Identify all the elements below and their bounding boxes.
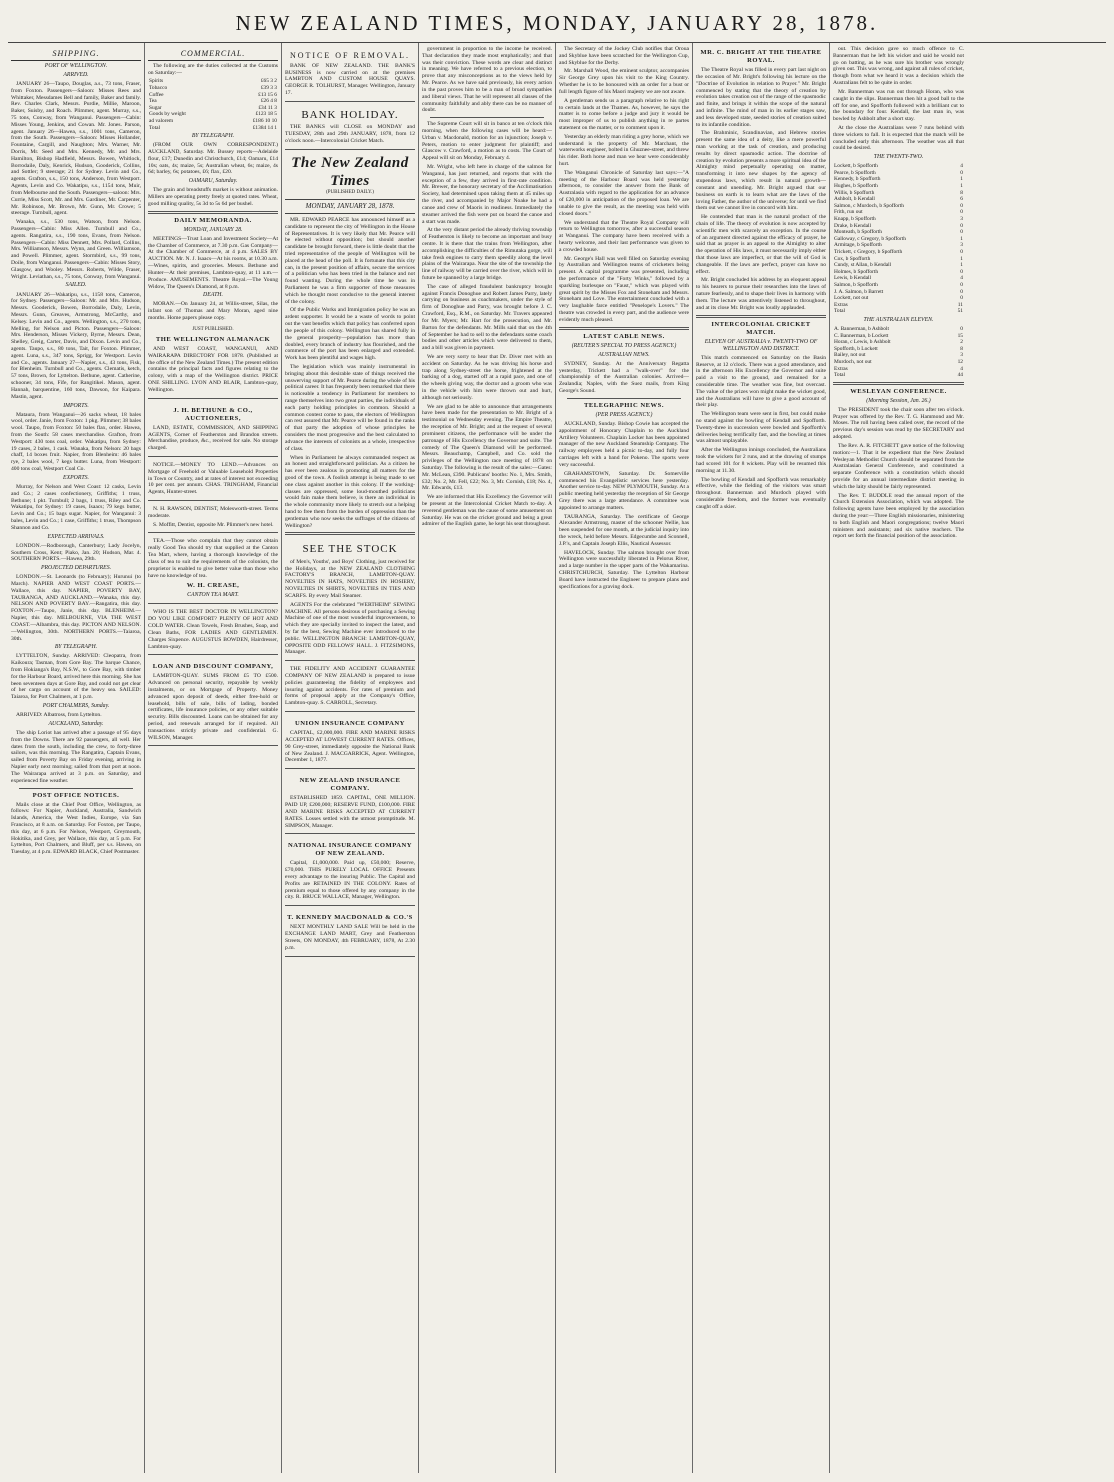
divider [19, 788, 133, 789]
telegraphic-heading: TELEGRAPHIC NEWS. [584, 401, 664, 409]
score-row-value: 3 [960, 242, 963, 249]
telegraphic-text-3: TAURANGA, Saturday. The certificate of George Alexander Armstrong, master of the schooner Nellie, has been suspended for one month, at the judicial inquiry into the wreck, held before Messrs. Edgecumbe and Sconnell, J.P.'s, and Captain Joseph Ellis, Nautical Assessor. [559, 513, 689, 547]
wesleyan-text-3: The Rev. T. BUDDLE read the annual report of the Church Extension Association, which was adopted. The following agents have been employed by the association during the year:—Three English missionaries, ministering to both English and Maori congregations; twelve Maori ministers and assistants; and six native teachers. The report set forth the financial position of the association. [833, 492, 964, 540]
almanack-advert [148, 324, 278, 399]
national-advert [285, 836, 415, 906]
aus-score-row [833, 333, 964, 340]
bath-text: WHO IS THE BEST DOCTOR IN WELLINGTON? DO YOU LIKE COMFORT? PLENTY OF HOT AND COLD WATER. Clean Towels, Fresh Brushes, Soap, and Clean Baths, FOR LADIES AND GENTLEMEN. Charges Sixpence. AUGUSTUS BOWDEN, Hairdresser, Lambton-quay. [148, 609, 278, 650]
score-row [833, 308, 964, 315]
almanack-title: THE WELLINGTON ALMANACK [155, 335, 271, 343]
news-text-1: The Secretary of the Jockey Club notifies that Oroua and Skyblue have been scratched for the Wellington Cup, and Skyblue for the Derby. [559, 46, 689, 66]
almanack-pre: JUST PUBLISHED. [192, 326, 234, 332]
duty-row [148, 118, 278, 125]
imports-heading: IMPORTS. [63, 402, 89, 409]
dentist-text-2: S. Moffitt, Dentist, opposite Mr. Plimmer's new hotel. [153, 521, 274, 528]
duty-row-label: Tobacco [149, 84, 168, 91]
score-row-value: 0 [960, 169, 963, 176]
aus-score-row-label: Spofforth, b Lockett [834, 345, 878, 352]
news-text-2: Mr. Marshall Wood, the eminent sculptor, accompanies Sir George Grey upon his visit to the King Country. Whether he is to be honoured with an order for a bust or full length figure of his Maori majesty we are not aware. [559, 68, 689, 95]
article-text-7: We are glad to be able to announce that arrangements have been made for the presentation to Mr. Bright of a testimonial on Wednesday evening. The Empire Theatre, the reception of Mr. Bright; and at the request of several prominent citizens, the performance will be under the patronage of His Excellency the Governor and suite. The comedy of The Queen's Diamond will be performed. Messrs. Beauchamp, Campbell, and Co. sold the privileges of the Wellington race meeting of 1878 on Saturday. The following is the result of the sales:—Gates: Mr. McLean, £390. Publicans' booths: No. 1, Mrs. Smith, £32; No. 2, Mr. Fell, £22; No. 3, Mr. Cornish, £18; No. 4, Mr. Edwards, £13. [422, 403, 552, 492]
divider [833, 382, 964, 385]
loan-company-advert [148, 657, 278, 746]
port-heading: PORT OF WELLINGTON. [44, 62, 108, 69]
article-text-8: We are informed that His Excellency the Governor will be present at the Intercolonial Cricket Match to-day. A reverend gentleman was the cause of some amusement on Saturday. He was on the cricket ground and being a great admirer of the English game, he kept his seat throughout. [422, 494, 552, 528]
score-row-label: Frith, run out [834, 209, 863, 216]
expected-heading: EXPECTED ARRIVALS. [47, 533, 105, 540]
column-2 [145, 43, 282, 1473]
score-row-label: Willis, b Spofforth [834, 189, 875, 196]
aus-score-row [833, 326, 964, 333]
column-1 [8, 43, 145, 1473]
score-row-label: Drake, b Kendall [834, 222, 871, 229]
duty-row-label: Tea [149, 98, 157, 105]
score-row-value: 4 [960, 275, 963, 282]
score-row [833, 209, 964, 216]
score-row-value: 0 [960, 281, 963, 288]
expected-text: LONDON.—Rodborough, Canterbury; Lady Jocelyn, Southern Cross, Kent; Piako, Jan. 20; Hudson, Mar. 4. SOUTHERN PORTS.—Hawea, 29th. [11, 542, 141, 563]
score-row [833, 295, 964, 302]
commercial-telegraph-text: (FROM OUR OWN CORRESPONDENT.) AUCKLAND, Saturday. Mr. Bussey reports—Adelaide flour, £17; Dunedin and Christchurch, £14; Oamaru, £14 10s; oats, 4s; maize, 5s; Australian wheat, 6s; maize, 4s 6d; barley, 6s; potatoes, £6; flax, £20. [148, 142, 278, 176]
dentist-advert [148, 503, 278, 533]
removal-advert [285, 46, 415, 102]
loan-notice-text: NOTICE.—MONEY TO LEND.—Advances on Mortgage of Freehold or Valuable Leasehold Properties in Town or Country, and at rates of interest not exceeding 10 per cent. per annum. CHAS. TRINGHAM, Financial Agents, Hunter-street. [148, 461, 278, 496]
news-text-4: Yesterday an elderly man riding a grey horse, which we understand is the property of Mr. Marchant, the waterworks engineer, bolted in Ghuznee-street, and threw his rider. Both horse and man we hear were considerably hurt. [559, 133, 689, 167]
score-row [833, 289, 964, 296]
aus-score-row [833, 366, 964, 373]
score-row-value: 11 [957, 301, 963, 308]
tea-advert [148, 535, 278, 604]
stock-advert [285, 538, 415, 661]
score-row [833, 242, 964, 249]
score-row-label: Hughes, b Spofforth [834, 183, 878, 190]
telegraphic-text-4: HAVELOCK, Sunday. The salmon brought over from Wellington were successfully liberated in Pelorus River, and a large number in the upper parts of the Wakamarina. CHRISTCHURCH, Saturday. The Lyttelton Harbour Board have instructed the Engineer to prepare plans and specifications for a graving dock. [559, 549, 689, 590]
score-row-label: Armitage, b Spofforth [834, 242, 882, 249]
column-5 [556, 43, 693, 1473]
cable-subheading: (REUTER'S SPECIAL TO PRESS AGENCY.) [571, 342, 677, 349]
duty-row [148, 111, 278, 118]
memoranda-heading: DAILY MEMORANDA. [174, 216, 252, 224]
almanack-text: AND WEST COAST, WANGANUI, AND WAIRARAPA DIRECTORY FOR 1878. (Published at the office of the New Zealand Times.) The present edition contains the principal facts and figures relating to the colony, with a map of the Wellington district. PRICE ONE SHILLING. LYON AND BLAIR, Lambton-quay, Wellington. [148, 345, 278, 393]
score-row-label: J. A. Salmon, b Barrett [834, 288, 884, 295]
match-text-2: The Wellington team were sent in first, but could make no stand against the bowling of Kendall and Spofforth. Twenty-three in succession were bowled and Spofforth's deliveries being terrifically fast, and the bowling at times was almost unplayable. [696, 411, 826, 445]
divider [430, 117, 544, 118]
score-row-label: Monteath, b Spofforth [834, 229, 882, 236]
score-row-value: 1 [960, 262, 963, 269]
dentist-text-1: N. H. RAWSON, DENTIST, Molesworth-street. Terms moderate. [148, 506, 278, 519]
masthead: NEW ZEALAND TIMES, MONDAY, JANUARY 28, 1878. [8, 4, 1106, 43]
duty-row-label: ad valorem [149, 117, 174, 124]
aus-score-row-value: 44 [957, 372, 963, 379]
duty-row-value: £186 10 10 [252, 117, 277, 124]
article-text-2: The Supreme Court will sit in banco at ten o'clock this morning, when the following cases will be heard:—Urban v. Macdonald, motion for an injunction; Joseph v. Peters, motion to enter judgment for plaintiff; and Glascow v. Crawford, a motion as to costs. The Court of Appeal will sit on Monday, February 4. [422, 121, 552, 162]
shipping-heading: SHIPPING. [11, 49, 141, 61]
score-row [833, 163, 964, 170]
news-text-7: Mr. George's Hall was well filled on Saturday evening by Australian and Wellington teams of cricketers being present. A capital programme was presented, including the performance of the "Forty Winks," followed by a sparkling burlesque on "Faust," which was played with great spirit by the Misses Fox and Stoneham and Messrs. Stoneham and Love. The entertainment concluded with a very laughable farce entitled "Penelope's Lovers." The theatre was crowded in every part, and the audience were evidently much pleased. [559, 255, 689, 323]
bright-text-4: Mr. Bright concluded his address by an eloquent appeal to his hearers to pursue their researches into the laws of nature fearlessly, and to shape their lives in harmony with them. The lecture was attentively listened to throughout, and at its close Mr. Bright was loudly applauded. [696, 277, 826, 311]
arrived-heading: ARRIVED. [63, 71, 89, 78]
divider [148, 211, 278, 214]
score-row-label: Salmon, b Spofforth [834, 281, 878, 288]
score-row-value: 0 [960, 202, 963, 209]
commercial-intro: The following are the duties collected at the Customs on Saturday:— [148, 62, 278, 76]
twenty-two-heading: THE TWENTY-TWO. [873, 154, 924, 161]
match-text-1: This match commenced on Saturday on the Basin Reserve, at 12 o'clock. There was a good attendance, and in the afternoon His Excellency the Governor and suite paid a visit to the ground, and remained for a considerable time. The weather was fine, but overcast. The value of the prizes won might make the wicket good, and the Australians will have to give a good account of their play. [696, 354, 826, 409]
union-advert [285, 714, 415, 769]
score-row [833, 269, 964, 276]
match-heading: INTERCOLONIAL CRICKET MATCH. [711, 320, 811, 336]
duty-row-value: £39 3 3 [260, 84, 277, 91]
duty-row-value: £123 18 5 [255, 111, 277, 118]
score-row-value: 6 [960, 196, 963, 203]
projected-text: LONDON.—St. Leonards (to February); Hurunui (to March). NAPIER AND WEST COAST PORTS.—Wallace, this day. NAPIER, POVERTY BAY, TAURANGA, AND AUCKLAND.—Wanaka, this day. NELSON AND POVERTY BAY.—Rangatira, this day. FOXTON.—Taupo, Janie, this day. BLENHEIM.—Napier, this day. MELBOURNE, VIA THE WEST COAST.—Albambra, this day. PICTON AND NELSON.—Wellington, 30th. NORTHERN PORTS.—Taiaroa, 30th. [11, 574, 141, 642]
stock-text: of Men's, Youths', and Boys' Clothing, just received for the Holidays, at the NEW ZEALAND CLOTHING FACTORY'S BRANCH, LAMBTON-QUAY. NOVELTIES IN HATS, NOVELTIES IN HOSIERY, NOVELTIES IN SHIRTS, NOVELTIES IN TIES AND SCARFS. By every Mail Steamer. [285, 558, 415, 599]
aus-score-row-value: 0 [960, 325, 963, 332]
aus-score-row-label: Bailey, not out [834, 352, 866, 359]
score-row [833, 190, 964, 197]
article-text-5: The case of alleged fraudulent bankruptcy brought against Francis Donoghue and Robert James Parry, lately carrying on business as coachmakers, under the style of firm of Donoghue and Parry, was brought before J. C. Crawford, Esq., R.M., on Saturday. Mr. Travers appeared for Mr. Myers; Mr. Hart for the prosecution, and Mr. Barton for the defendants. Mr. Mills said that on the 4th of September he had to sell to the defendants some coach bodies and other articles which were delivered to them, and a bill was given in payment. [422, 283, 552, 352]
duty-row-label: Goods by weight [149, 111, 186, 118]
kennedy-advert [285, 908, 415, 956]
auckland-text: The ship Loriot has arrived after a passage of 95 days from the Downs. There are 92 passengers, all well. Her dates from the south, including the crew, to forty-three sailors, was this morning. The Rangatira, Captain Evans, sailed from Poverty Bay on Friday evening, arriving in Napier early next morning; sailed from that port at noon. The Wairarapa arrived at 3 p.m. on Saturday, and experienced fine weather. [11, 730, 141, 784]
column-3 [282, 43, 419, 1473]
union-text: CAPITAL, £2,000,000. FIRE AND MARINE RISKS ACCEPTED AT LOWEST CURRENT RATES. Offices, 90 Grey-street, immediately opposite the National Bank of New Zealand. J. MACGARRICK, Agent. Wellington, December 1, 1877. [285, 730, 415, 764]
duty-row-value: £34 11 3 [258, 104, 277, 111]
score-row [833, 196, 964, 203]
score-row-value: 0 [960, 222, 963, 229]
score-row-value: 0 [960, 288, 963, 295]
arrived-text-2: Wanaka, s.s., 530 tons, Watson, from Nelson. Passengers—Cabin: Miss Allen. Turnbull and Co., agents. Rangatira, s.s., 190 tons, Evans, from Nelson. Passengers—Cabin: Miss Dennett, Mrs. Pollard, Collins, Mrs. Williamson, Messrs. Wynn, and Green. Williamson, and Powell. Plimmer, agent. Stormbird, s.s., 99 tons, Doile, from Wanganui. Passengers—Cabin: Misses Story, Glasgow, and Wooley. Messrs. Roberts, Wilde, Fraser, Wright. Leviathan, s.s., 75 tons, Conway, from Wanganui. [11, 219, 141, 280]
exports-heading: EXPORTS. [63, 474, 89, 481]
stock-title: SEE THE STOCK [302, 543, 398, 556]
score-row [833, 203, 964, 210]
score-row-value: 0 [960, 248, 963, 255]
score-row-label: Lewis, b Kendall [834, 275, 871, 282]
score-row-label: Holmes, b Spofforth [834, 268, 879, 275]
score-row-label: Galloway, c Gregory, b Spofforth [834, 235, 906, 242]
aus-score-row-label: Murdoch, not out [834, 358, 872, 365]
twenty-two-scores [833, 163, 964, 315]
article-text-1: government in proportion to the income he received. That declaration they made most emphatically; and that was their conviction. These words are clear and distinct in meaning. We have referred to a previous election, to prove that any misconceptions as to the views held by Mr. Pearce. As we have said previously, his every action in the past proves him to be a man of broad sympathies and liberal views. That he will represent all classes of the community faithfully and ably there can be no manner of doubt. [422, 46, 552, 114]
score-row-label: Trickett, c Gregory, b Spofforth [834, 248, 903, 255]
nz-insurance-text: ESTABLISHED 1859. CAPITAL, ONE MILLION. PAID UP, £200,000; RESERVE FUND, £100,000. FIRE AND MARINE RISKS ACCEPTED AT CURRENT RATES. Losses settled with the utmost promptitude. M. SIMPSON, Manager. [285, 795, 415, 829]
aus-score-row [833, 352, 964, 359]
aus-score-row [833, 359, 964, 366]
divider [285, 532, 415, 535]
aus-score-row-value: 8 [960, 345, 963, 352]
arrived-text: JANUARY 26—Taupo, Douglas, a.s., 73 tons, Fraser, from Foxton. Passengers—Saloon: Misses Rees and Whittaker, Messdames Bell and family, Baker and family. Rev. Charles Clark, Messrs. Purdie, Millie, Maroon, Baker, Suisby, and Roach. Plimmer, agent. Murray, s.s., 75 tons, Conway, from Wanganui. Passengers—Cabin: Misses Young, Jenkins, and Cowan. Mr. Jones. Parson, agent. January 26—Hawea, s.s., 1001 tons, Cameron, from the South. Passengers—Saloon: Misses Hollander, Fountaine, Cargill, and Naughton; Mrs. Warner, Mr. Dorris, Mr. Seed and Mrs. Kennedy, Mr. and Mrs. Hamilton, Bishop Hadfield, Messrs. Bowen, Whitlock, Borrodaile, Daly, Kenrick, Hudson, Gooderick, Collins, and Sottler; 9 steerage; 21 for Sydney. Levin and Co., agents. Grafton, s.s., 150 tons, Anderson, from Westport. Agents, Levin and Co. Wakatipu, s.s., 1154 tons, Muir, from Melbourne and the South. Passengers—saloon: Mrs. Currie, Miss Scott, Mr. and Mrs. Gardiner, Mr. Carpenter, Mr. Robinson, Mr. Brown, Mr. Gunn, Mr. Crowe; 5 steerage. Turnbull, agent. [11, 80, 141, 217]
crease-title: W. H. CREASE, [186, 582, 240, 590]
column-6 [693, 43, 830, 1473]
score-row-label: Ashbolt, b Kendall [834, 196, 875, 203]
australian-eleven-scores [833, 326, 964, 379]
paper-title-block [285, 154, 415, 197]
divider [696, 315, 826, 318]
tea-text: TEA.—Those who complain that they cannot obtain really Good Tea should try that supplied at the Canton Tea Mart, where, having a thorough knowledge of the class of tea to suit the requirements of the colonists, the proprietor is enabled to give better value than those who have no knowledge of tea. [148, 538, 278, 579]
score-row-label: Kennedy, b Spofforth [834, 176, 881, 183]
aus-score-row-label: Total [834, 372, 845, 379]
aus-score-row [833, 372, 964, 379]
score-row [833, 249, 964, 256]
column-7 [830, 43, 967, 1473]
port-chalmers-heading: PORT CHALMERS, Sunday. [42, 703, 110, 710]
bright-text-2: The Brahminic, Scandinavian, and Hebrew stories present the same idea of a deity, like a mere powerful man working at the task of creation, and producing results by direct spasmodic action. The doctrine of creation by evolution presents a more spiritual idea of the Almighty mind perpetually operating on matter, transforming it into new shapes by the agency of stupendous laws, which result in natural growth—constant and unending. Mr. Bright argued that our business on earth is to learn what are the laws of the loving Father, the author of the universe; for until we find them out we cannot live in concord with him. [696, 130, 826, 212]
loan-company-title: LOAN AND DISCOUNT COMPANY, [152, 663, 274, 671]
score-row-label: Extras [834, 301, 848, 308]
telegraphic-text-2: GRAHAMSTOWN, Saturday. Dr. Somerville commenced his Evangelistic services here yesterday. Another service to-day. NEW PLYMOUTH, Sunday. At a public meeting held yesterday the reception of Sir George Grey there was a large attendance. A committee was appointed to arrange matters. [559, 470, 689, 511]
telegraph-text: LYTTELTON, Sunday. ARRIVED: Cleopatra, from Kaikoura; Tasman, from Gore Bay. The barque Chance, from Hokianga's Bay, N.S.W., to Gore Bay, with timber for the Harbour Board, arrived here this morning. She has been seventeen days at Gore Bay, and could not get clear of her cargo on account of the heavy sea. SAILED: Taiaroa, for Port Chalmers, at 1 p.m. [11, 653, 141, 701]
oamaru-text: The grain and breadstuffs market is without animation. Millers are operating pretty freely at quoted rates. Wheat, good milling quality, 5s 3d to 5s 6d per bushel. [148, 187, 278, 207]
score-row [833, 256, 964, 263]
fidelity-advert [285, 663, 415, 712]
score-row-value: 3 [960, 216, 963, 222]
aus-score-row-value: 4 [960, 365, 963, 372]
bright-text-3: He contended that man is the natural product of the chain of life. The theory of evolution is now accepted by scientific men with scarcely an exception. In the course of an argument directed against the efficacy of prayer, he said that as prayer is an appeal to the Almighty to alter the operation of His laws, it must necessarily imply either that those laws are imperfect, or that the will of God is changeable. If the laws are perfect, prayer can have no effect. [696, 214, 826, 275]
leader-paragraph-2: Of the Public Works and Immigration policy he was an ardent supporter. It would be a waste of words to point out the vast benefits which that policy has conferred upon the people of this colony. Wellington has shared fully in the general prosperity—population has more than doubled, every branch of industry has flourished, and the commerce of the port has been enlarged and extended. Work has been plentiful and wages high. [285, 307, 415, 362]
loan-notice-advert [148, 459, 278, 501]
match-continued-3: At the close the Australians were 7 runs behind with three wickets to fall. It is expected that the match will be concluded early this afternoon. The weather was all that could be desired. [833, 124, 964, 152]
article-text-4: At the very distant period the already thriving township of Featherston is likely to become an important and busy centre. It is there that the trains from Wellington, after accomplishing the difficulties of the Rimutaka gorge, will take fresh engines to carry them speedily along the level plains of the Wairarapa. Near the site of the township the line of railway will be carried over the river, which will in future be spanned by a large bridge. [422, 227, 552, 281]
exports-text: Murray, for Nelson and West Coast: 12 casks, Levin and Co.; 2 cases confectionery, Griffiths; 1 truss, Bethune; 1 pkt. Turnbull; 2 bags, 1 truss, Riley and Co. Wakatipu, for Sydney: 19 cases, Isaacs; 79 kegs butter, Levin and Co.; 15 bags sugar. Napier, for Wanganui: 3 bales, Levin and Co.; 1 case, Griffiths; 1 truss, Thompson Shannon and Co. [11, 483, 141, 531]
match-continued-1: out. This decision gave so much offence to C. Bannerman that he left his wicket and said he would not go on batting, as he was sure his brother was wrongly given out. This was wrong, and against all rules of cricket, though from what we heard it was a decision which the Australians felt to be quite in order. [833, 46, 964, 87]
wesleyan-subheading: (Morning Session, Jan. 26.) [866, 397, 931, 404]
machine-text: AGENTS For the celebrated "WERTHEIM" SEWING MACHINE. All persons desirous of purchasing a Sewing Machine of one of the most wonderful improvements, to which they are specially invited to inspect the latest, and by far the best, Sewing Machine ever introduced to the public. WELLINGTON BRANCH: LAMBTON-QUAY, OPPOSITE ODD FELLOWS' HALL. J. FITZSIMONS, Manager. [285, 601, 415, 656]
paper-subtitle: (PUBLISHED DAILY.) [326, 190, 374, 196]
duty-row-label: Coffee [149, 91, 164, 98]
score-row-label: Cundy, st Allan, b Kendall [834, 262, 892, 269]
score-row-value: 1 [960, 183, 963, 190]
aus-score-row-label: Extras [834, 365, 848, 372]
score-row-value: 1 [960, 255, 963, 262]
score-row-value: 1 [960, 176, 963, 183]
loan-company-text: LAMBTON-QUAY. SUMS FROM £5 TO £500. Advanced on personal security, repayable by weekly instalments, or on Mortgage of Property. Money advanced upon deposit of deeds, either free-hold or leasehold, bills of sale, bills of lading, bonded certificates, life insurance policies, or any other suitable security. Bills discounted. Loans can be obtained for any period, and renewals arranged for if required. All transactions strictly private and confidential. G. WILSON, Manager. [148, 673, 278, 741]
imports-text: Mataura, from Wanganui—26 sacks wheat, 18 bales wool, order. Janie, from Foxton: 1 pkg. Plimmer; 38 bales wool. Taupo, from Foxton: 50 bales flax, order. Hawea, from the South: 58 cases merchandise. Grafton, from Westport: 430 tons coal, order. Wakatipu, from Sydney: 19 cases, 2 bales, 1 cask. Wanaka, from Nelson: 20 bags chaff, 14 boxes fruit. Napier, from Blenheim: 46 bales rye, 2 bales wool, 7 kegs butter. Luna, from Westport: 400 tons coal, Westport Coal Co. [11, 411, 141, 473]
oamaru-heading: OAMARU, Saturday. [188, 178, 238, 185]
memoranda-date: MONDAY, JANUARY 28. [183, 226, 243, 233]
score-row-value: 51 [957, 308, 963, 315]
post-office-heading: POST OFFICE NOTICES. [32, 791, 120, 799]
cable-heading: LATEST CABLE NEWS. [583, 332, 665, 340]
leader-paragraph-1: MR. EDWARD PEARCE has announced himself as a candidate to represent the city of Wellington in the House of Representatives. It is very likely that Mr. Pearce will be elected without opposition; but should another candidate be brought forward, there is little doubt that the tried representative of the people of Wellington will be placed at the head of the poll. It is fortunate that this city can, in the present position of affairs, secure the services of a politician who has been tried in the balance and not found wanting. During the whole time he was in Parliament he was a firm supporter of those measures which he thought most conducive to the general interest of the colony. [285, 216, 415, 305]
news-text-6: We understand that the Theatre Royal Company will return to Wellington tomorrow, after a successful season at Wanganui. The company have been received with a hearty welcome, and their last performance was given to a crowded house. [559, 219, 689, 253]
match-continued-2: Mr. Bannerman was run out through Horan, who was caught in the slips. Bannerman then hit a good ball to the off for one, and Spofforth followed with a brilliant cut to the boundary for four. Kendall, the last man in, was bowled by Ashbolt after a short stay. [833, 88, 964, 123]
death-heading: DEATH. [203, 292, 223, 299]
leader-paragraph-4: When in Parliament he always commanded respect as an honest and straightforward politician. As a citizen he has ever been zealous in promoting all matters for the good of the town. A foolish attempt is being made to set one class against another in this colony. If the working-classes are oppressed, some loud-mouthed politicians would fain make them believe, is there an individual in the whole community more likely to stretch out a helping hand to free them from the burden of oppression than the gentleman who now seeks the suffrages of the citizens of Wellington? [285, 454, 415, 529]
score-row-label: Lockett, not out [834, 295, 869, 302]
score-row-value: 8 [960, 189, 963, 196]
removal-title: NOTICE OF REMOVAL. [289, 51, 411, 60]
commercial-heading: COMMERCIAL. [148, 49, 278, 61]
score-row-label: Total [834, 308, 845, 315]
duty-row-label: Sugar [149, 104, 162, 111]
duty-row-value: £26 4 8 [260, 98, 277, 105]
kennedy-title: T. KENNEDY MACDONALD & CO.'S [287, 914, 413, 922]
news-text-3: A gentleman sends us a paragraph relative to his right to certain lands at the Thames. As, however, he says the matter is to come before a judge and jury it would be most improper of us to publish anything in re partes statement on the matter, or to comment upon it. [559, 97, 689, 131]
aus-score-row [833, 346, 964, 353]
aus-score-row-label: Horan, c Lewis, b Ashbolt [834, 339, 891, 346]
score-row [833, 262, 964, 269]
paper-dateline: MONDAY, JANUARY 28, 1878. [285, 199, 415, 214]
match-text-4: The bowling of Kendall and Spofforth was remarkably effective, while the fielding of the visitors was smart throughout. Bannerman and Murdoch played with considerable freedom, and the former was eventually caught off a skier. [696, 476, 826, 510]
divider [567, 398, 681, 399]
score-row [833, 183, 964, 190]
holiday-text: THE BANKS will CLOSE on MONDAY and TUESDAY, 28th and 29th JANUARY, 1878, from 12 o'clock noon.—Intercolonial Cricket Match. [285, 124, 415, 144]
score-row-value: 1 [960, 235, 963, 242]
aus-score-row-value: 15 [957, 332, 963, 339]
kennedy-text: NEXT MONTHLY LAND SALE Will be held in the EXCHANGE LAND MART, Grey and Featherston Streets, ON MONDAY, 4th FEBRUARY, 1878, At 2.30 p.m. [285, 924, 415, 951]
sailed-text: JANUARY 26—Wakatipu, s.s., 1158 tons, Cameron, for Sydney. Passengers—Saloon: Mr. and Mrs. Hudson, Messrs. Gooderick, Bowen, Borrodaile, Daly, Levin, Messrs. Gunn, Greaves, Armstrong, McCarthy, and Kelsey. Levin and Co., agents. Wellington, s.s., 270 tons, Melling, for Nelson and Picton. Passengers—Saloon: Mrs. Henderson, Misses Vickery, Byrne, Messrs. Dean, Shelley, Greig, Carter, Davis, and Dixon. Levin and Co., agents. Taupo, s.s., 80 tons, Tait, for Foxton. Plimmer, agent. Luna, s.s., 347 tons, Sprigg, for Westport. Levin and Co., agents. January 27—Napier, s.s., 43 tons, Fisk, for Blenheim. Turnbull and Co., agents. Clematis, ketch, 57 tons, Brown, for Lyttelton. Bethune, agent. Catherine, schooner, 34 tons, Fife, for Rangitikei. Mason, agent. Hannah, barquentine, 160 tons, Dawson, for Kaipara. Mastin, agent. [11, 291, 141, 400]
divider [559, 327, 689, 330]
news-text-5: The Wanganui Chronicle of Saturday last says:—"A meeting of the Harbour Board was held yesterday afternoon, to consider the answer from the Bank of Australasia with regard to the application for an advance of £20,000 in anticipation of the proposed loan. We are unable to give the result, as the meeting was held with closed doors." [559, 169, 689, 217]
score-row-value: 0 [960, 295, 963, 302]
bright-heading: MR. C. BRIGHT AT THE THEATRE ROYAL. [700, 49, 822, 65]
holiday-advert [285, 104, 415, 150]
duty-row-label: Total [149, 124, 160, 131]
score-row [833, 282, 964, 289]
nz-insurance-advert [285, 771, 415, 834]
score-row-label: Salmon, c Murdoch, b Spofforth [834, 202, 904, 209]
paper-title: The New Zealand Times [291, 154, 409, 189]
australian-news-text: SYDNEY, Sunday. At the Anniversary Regatta yesterday, Trickett had a "walk-over" for the championship of the Australian colonies. Arrived—Zealandia; Naples, with the Suez mails, from King George's Sound. [559, 360, 689, 395]
article-text-3: Mr. Wright, who left here in charge of the salmon for Wanganui, has just returned, and reports that with the exception of a few, they arrived in first-rate condition. Mr. Brewer, the honorary secretary of the Acclimatisation Society, had determined upon taking them at 45 miles up the river, and accompanied by Major Noake he had a canoe and crew of Maoris in readiness. Immediately the steamer arrived the fish were put on board the canoe and a start was made. [422, 164, 552, 225]
nz-insurance-title: NEW ZEALAND INSURANCE COMPANY. [299, 777, 401, 793]
score-row-value: 0 [960, 209, 963, 216]
death-text: MORAN.—On January 24, at Willis-street, Silas, the infant son of Thomas and Mary Moran, aged nine months. Home papers please copy. [148, 301, 278, 322]
aus-score-row-label: A. Bannerman, b Ashbolt [834, 325, 889, 332]
score-row-value: 4 [960, 163, 963, 170]
australian-eleven-heading: THE AUSTRALIAN ELEVEN. [863, 316, 934, 323]
score-row [833, 216, 964, 223]
post-office-text: Mails close at the Chief Post Office, Wellington, as follows: For Napier, Auckland, Australia, Sandwich Islands, America, the West Indies, Europe, via San Francisco, at 8 a.m. on Saturday. For Foxton, per Taupo, this day, at 6 p.m. For Nelson, Westport, Greymouth, Hokitika, and Grey, per Wallace, this day, at 5 p.m. For Lyttelton, Port Chalmers, and Bluff, per s.s. Hawea, on Tuesday, at 4 p.m. EDWARD BLACK, Chief Postmaster. [11, 801, 141, 856]
aus-score-row-label: C. Bannerman, b Lockett [834, 332, 889, 339]
memoranda-text: MEETINGS—Trust Loan and Investment Society—At the Chamber of Commerce, at 7.30 p.m. Gas Company—At the Chamber of Commerce, at 4 p.m. SALES BY AUCTION. Mr. N. J. Isaacs—At his rooms, at 10.30 a.m.—Wines, spirits, and groceries. Messrs. Bethune and Hunter—At their premises, Lambton-quay, at 11 a.m.—Produce. AMUSEMENTS. Theatre Royal.—The Young Widow, The Queen's Diamond, at 8 p.m. [148, 235, 278, 290]
score-row-label: Lockett, b Spofforth [834, 163, 878, 170]
score-row [833, 229, 964, 236]
wesleyan-text-1: The PRESIDENT took the chair soon after ten o'clock. Prayer was offered by the Rev. T. G. Hammond and Mr. Moses. The roll having been called over, the record of the previous day's session was read by the SECRETARY and adopted. [833, 406, 964, 441]
bath-advert [148, 606, 278, 655]
removal-text: BANK OF NEW ZEALAND. THE BANK'S BUSINESS is now carried on at the premises LAMBTON AND CUSTOM HOUSE QUAYS. GEORGE R. TOLHURST, Manager. Wellington, January 17. [285, 62, 415, 96]
score-row-label: Pearce, b Spofforth [834, 169, 876, 176]
national-title: NATIONAL INSURANCE COMPANY OF NEW ZEALAND. [287, 842, 413, 858]
score-row-value: 0 [960, 229, 963, 236]
bethune-title: J. H. BETHUNE & CO., AUCTIONEERS, [173, 406, 253, 422]
telegraph-heading: BY TELEGRAPH. [54, 644, 98, 651]
article-text-6: We are very sorry to hear that Dr. Diver met with an accident on Saturday. As he was driving his horse and trap along Sydney-street the horse, frightened at the barking of a dog, started off at a rapid pace, and one of the wheels giving way, the doctor and a groom who was in the vehicle with him were thrown out and hurt, although not seriously. [422, 353, 552, 401]
leader-paragraph-3: The legislation which was mainly instrumental in bringing about this desirable state of things received the unswerving support of Mr. Pearce during the whole of his political career. It has frequently been remarked that there is noticeable a tendency in Parliament for members to range themselves into two great parties, the individuals of each party holding principles in common. Should a common contest come to pass, the electors of Wellington can rest assured that Mr. Pearce will be found in the ranks of that party the adoption of whose principles he considers the most progressive and the best calculated to advance the interests of colonists as a whole, irrespective of class. [285, 363, 415, 452]
crease-sub: CANTON TEA MART. [187, 592, 239, 599]
columns [8, 43, 1106, 1473]
duty-row-value: £1384 14 1 [252, 124, 277, 131]
score-row-value: 0 [960, 268, 963, 275]
duties-table [148, 78, 278, 131]
aus-score-row-value: 12 [957, 358, 963, 365]
wesleyan-text-2: The Rev. A. R. FITCHETT gave notice of the following motion:—1. That it be expedient that the New Zealand Wesleyan Methodist Church should be separated from the Australasian General Conference, and constituted a separate Conference with a constitution which should provide for an annual intermediate district meeting in which the laity should be fairly represented. [833, 442, 964, 490]
port-chalmers-text: ARRIVED: Albatross, from Lyttelton. [16, 712, 102, 719]
national-text: Capital, £1,000,000. Paid up, £50,000; Reserve, £70,000. THIS PURELY LOCAL OFFICE Presents every advantage to the insuring Public. The Capital and Profits are RETAINED IN THE COLONY. Rates of premium equal to those offered by any company in the city. R. BRUCE WALLACE, Manager, Wellington. [285, 860, 415, 901]
duty-row [148, 92, 278, 99]
aus-score-row [833, 339, 964, 346]
projected-heading: PROJECTED DEPARTURES. [40, 565, 112, 572]
sailed-heading: SAILED. [65, 282, 87, 289]
union-title: UNION INSURANCE COMPANY [295, 720, 405, 728]
duty-row [148, 125, 278, 132]
holiday-title: BANK HOLIDAY. [301, 108, 399, 121]
telegraphic-text-1: AUCKLAND, Sunday. Bishop Cowie has accepted the appointment of Honorary Chaplain to the Auckland Artillery Volunteers. Chaplain Locker has been appointed manager of the new Auckland Steamship Company. The railway employees held a picnic to-day, and fully four carriages left with a band for Pokeno. The sports were very successful. [559, 421, 689, 468]
score-row [833, 302, 964, 309]
australian-news-heading: AUSTRALIAN NEWS. [598, 351, 650, 358]
aus-score-row-value: 3 [960, 352, 963, 359]
bethune-advert [148, 401, 278, 457]
duty-row-label: Spirits [149, 78, 164, 85]
score-row-label: Knapp, b Spofforth [834, 216, 876, 222]
duty-row-value: £65 3 2 [260, 78, 277, 85]
score-row [833, 275, 964, 282]
wesleyan-heading: WESLEYAN CONFERENCE. [850, 387, 947, 395]
column-4 [419, 43, 556, 1473]
match-subheading: ELEVEN OF AUSTRALIA v. TWENTY-TWO OF WELLINGTON AND DISTRICT. [704, 338, 818, 352]
duty-row [148, 78, 278, 85]
telegraphic-subheading: (PER PRESS AGENCY.) [595, 411, 653, 418]
fidelity-text: THE FIDELITY AND ACCIDENT GUARANTEE COMPANY OF NEW ZEALAND is prepared to issue policies guaranteeing the fidelity of employees and insuring against accidents. For rates of premium and forms of proposal apply at the Company's Office, Lambton-quay. S. CARROLL, Secretary. [285, 666, 415, 707]
duty-row-value: £13 15 6 [258, 91, 277, 98]
commercial-telegraph-heading: BY TELEGRAPH. [191, 133, 235, 140]
aus-score-row-value: 2 [960, 339, 963, 346]
duty-row [148, 105, 278, 112]
score-row-label: Cox, b Spofforth [834, 255, 871, 262]
duty-row [148, 98, 278, 105]
duty-row [148, 85, 278, 92]
auckland-heading: AUCKLAND, Saturday. [48, 720, 104, 727]
bethune-text: LAND, ESTATE, COMMISSION, AND SHIPPING AGENTS, Corner of Featherston and Brandon streets. Merchandise, produce, &c., received for sale. No storage charged. [148, 424, 278, 452]
match-text-3: After the Wellington innings concluded, the Australians took the wickets for 2 runs, and at the drawing of stumps had scored 101 for 8 wickets. Play will be resumed this morning at 11.30. [696, 447, 826, 474]
bright-text-1: The Theatre Royal was filled in every part last night on the occasion of Mr. Bright's following his lecture on the "Doctrine of Evolution in relation to Prayer." Mr. Bright commenced by stating that the theory of creation by evolution takes creation out of the range of the spasmodic and finite, and brings it within the scope of the natural and infinite. The mind of man in its earlier stages saw, and less developed state, seeded stories of creation suited to its infantile condition. [696, 67, 826, 128]
